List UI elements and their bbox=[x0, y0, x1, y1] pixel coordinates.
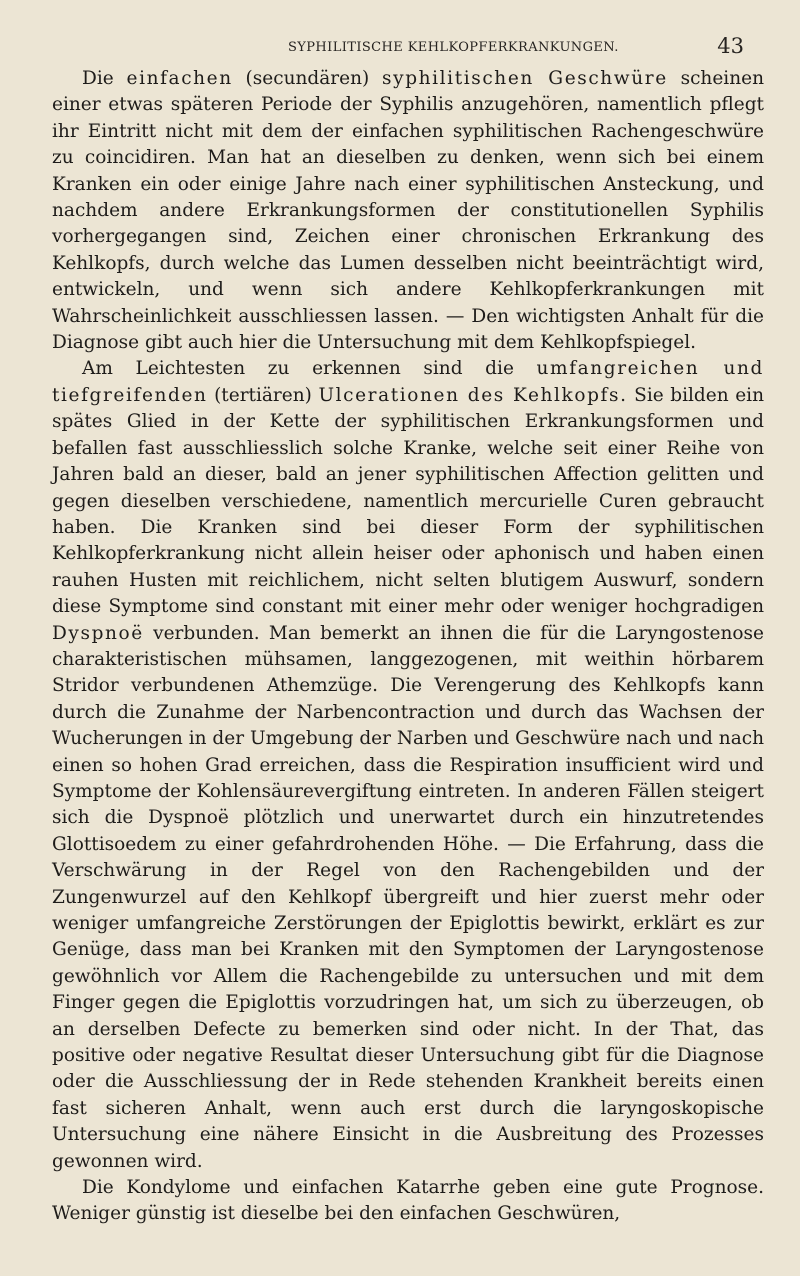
spaced-term: Dyspnoë bbox=[52, 622, 144, 644]
paragraph-prognosis bbox=[52, 1175, 764, 1228]
paragraph-simple-ulcers bbox=[52, 66, 764, 356]
body-text bbox=[52, 66, 764, 1228]
running-head-title: SYPHILITISCHE KEHLKOPFERKRANKUNGEN. bbox=[288, 40, 619, 55]
text-run: Die Kondylome und einfachen Katarrhe geben eine gute Prognose. Weniger günstig ist dieselbe bei den einfachen Geschwüren, bbox=[52, 1177, 764, 1225]
text-run: verbunden. Man bemerkt an ihnen die für die Laryngostenose charakteristischen mühsamen, langgezogenen, mit weithin hörbarem Stridor verbundenen Athemzüge. Die Verengerung des Kehlkopfs kann durch die Zunahme der Narbencontraction und durch das Wachsen der Wucherungen in der Umgebung der Narben und Geschwüre nach und nach einen so hohen Grad erreichen, dass die Respiration insufficient wird und Symptome der Kohlensäurevergiftung eintreten. In anderen Fällen steigert sich die Dyspnoë plötzlich und unerwartet durch ein hinzutretendes Glottisoedem zu einer gefahrdrohenden Höhe. — Die Erfahrung, dass die Verschwärung in der Regel von den Rachengebilden und der Zungenwurzel auf den Kehlkopf übergreift und hier zuerst mehr oder weniger umfangreiche Zerstörungen der Epiglottis bewirkt, erklärt es zur Genüge, dass man bei Kranken mit den Symptomen der Laryngostenose gewöhnlich vor Allem die Rachengebilde zu untersuchen und mit dem Finger gegen die Epiglottis vorzudringen hat, um sich zu überzeugen, ob an derselben Defecte zu bemerken sind oder nicht. In der That, das positive oder negative Resultat dieser Untersuchung gibt für die Diagnose oder die Ausschliessung der in Rede stehenden Krankheit bereits einen fast sicheren Anhalt, wenn auch erst durch die laryngoskopische Untersuchung eine nähere Einsicht in die Ausbreitung des Prozesses gewonnen wird. bbox=[52, 622, 764, 1172]
spaced-term: umfangreichen und tiefgreifenden bbox=[52, 358, 764, 406]
text-run: Am Leichtesten zu erkennen sind die bbox=[82, 358, 537, 380]
text-run: Die bbox=[82, 68, 127, 89]
spaced-term: syphilitischen Geschwüre bbox=[382, 68, 668, 89]
text-run: (secundären) bbox=[232, 68, 383, 89]
running-head bbox=[0, 36, 800, 60]
page-number: 43 bbox=[717, 34, 744, 58]
text-run: (tertiären) bbox=[207, 384, 319, 406]
spaced-term: einfachen bbox=[126, 68, 233, 89]
text-run: scheinen einer etwas späteren Periode der Syphilis anzugehören, namentlich pflegt ihr Eintritt nicht mit dem der einfachen syphilitischen Rachengeschwüre zu coincidiren. Man hat an dieselben zu denken, wenn sich bei einem Kranken ein oder einige Jahre nach einer syphilitischen Ansteckung, und nachdem andere Erkrankungsformen der constitutionellen Syphilis vorhergegangen sind, Zeichen einer chronischen Erkrankung des Kehlkopfs, durch welche das Lumen desselben nicht beeinträchtigt wird, entwickeln, und wenn sich andere Kehlkopferkrankungen mit Wahrscheinlichkeit ausschliessen lassen. — Den wichtigsten Anhalt für die Diagnose gibt auch hier die Untersuchung mit dem Kehlkopfspiegel. bbox=[52, 68, 764, 354]
text-run: Sie bilden ein spätes Glied in der Kette der syphilitischen Erkrankungsformen und befallen fast ausschliesslich solche Kranke, welche seit einer Reihe von Jahren bald an dieser, bald an jener syphilitischen Affection gelitten und gegen dieselben verschiedene, namentlich mercurielle Curen gebraucht haben. Die Kranken sind bei dieser Form der syphilitischen Kehlkopferkrankung nicht allein heiser oder aphonisch und haben einen rauhen Husten mit reichlichem, nicht selten blutigem Auswurf, sondern diese Symptome sind constant mit einer mehr oder weniger hochgradigen bbox=[52, 384, 765, 618]
paragraph-tertiary-ulcerations bbox=[52, 356, 764, 1175]
spaced-term: Ulcerationen des Kehlkopfs. bbox=[318, 384, 628, 406]
